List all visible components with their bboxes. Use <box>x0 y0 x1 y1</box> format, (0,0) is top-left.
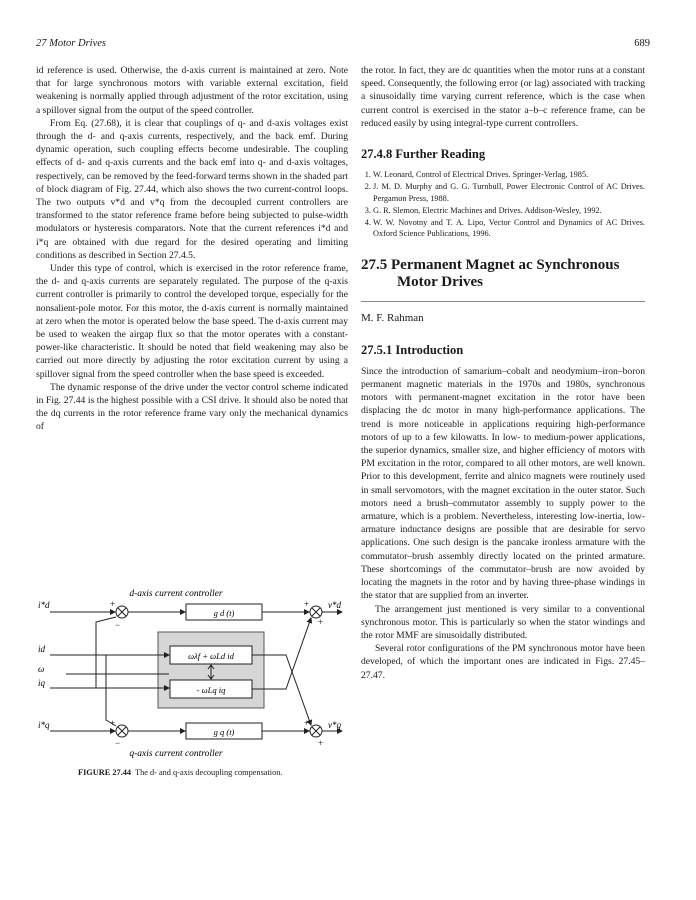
sign-plus: + <box>110 718 116 728</box>
paragraph: The dynamic response of the drive under the vector control scheme indicated in Fig. 27.44 is the highest possible with a CSI drive. It should also be noted that the dq currents in the rotor reference frame vary only the mechanical dynamics of <box>36 381 348 433</box>
output-vd: v*d <box>328 600 341 610</box>
introduction-heading: 27.5.1 Introduction <box>361 342 464 357</box>
sign-plus: + <box>304 599 310 609</box>
output-vq: v*q <box>328 720 341 730</box>
sign-plus: + <box>318 738 324 748</box>
caption-text: The d- and q-axis decoupling compensation. <box>135 768 283 777</box>
reference-list <box>361 169 645 239</box>
reference-item: 2. J. M. D. Murphy and G. G. Turnbull, Power Electronic Control of AC Drives. Pergamon Press, 1988. <box>373 181 645 203</box>
lower-feedforward-text: - ωLq iq <box>196 685 226 695</box>
input-iq: iq <box>38 678 46 688</box>
page-number: 689 <box>634 38 650 49</box>
left-column <box>36 64 348 434</box>
sign-minus: − <box>115 738 121 748</box>
reference-item: 4. W. W. Novotny and T. A. Lipo, Vector Control and Dynamics of AC Drives. Oxford Science Publications, 1996. <box>373 217 645 239</box>
paragraph: Under this type of control, which is exercised in the rotor reference frame, the d- and q-axis currents are separately regulated. The purpose of the q-axis current controller is primarily to control the developed torque, especially for the nonsalient-pole motor. For this motor, the d-axis current is normally maintained at zero when the motor is operated below the base speed. The d-axis current may be used to weaken the airgap flux so that the motor operates with a constant-power-like characteristic. It should be noted that field weakening may also be carried out more directly by adjusting the rotor excitation current by using a spillover signal from the speed controller when the base speed is exceeded. <box>36 263 348 380</box>
block-diagram-figure <box>36 580 348 780</box>
sign-minus: − <box>115 620 121 630</box>
q-axis-label: q-axis current controller <box>129 749 223 759</box>
paragraph: Since the introduction of samarium–cobalt and neodymium–iron–boron permanent magnetic materials in the 1970s and 1980s, synchronous motors with permanent-magnet excitation in the rotor have been displacing the dc motor in many high-performance applications. The trend is more noticeable in applications requiring high-performance motors of up to a few kilowatts. In low- to medium-power applications, the superior dynamics, smaller size, and higher efficiency of motors with PM excitation in the rotor, compared to all other motors, are well known. Prior to this development, ferrite and alnico magnets were routinely used in small servomotors, with the magnet excitation in the outer stator. Such motors need a brush–commutator assembly to supply power to the armature, which is a problem. Nevertheless, interesting low-inertia, low-armature inductance designs are possible that are desirable for servo applications. One such design is the pancake ironless armature with the commutator–brush assembly directly located on the printed armature. These shortcomings of the commutator–brush are now avoided by locating the magnets in the rotor and by having three-phase windings in the stator that are supplied from an inverter. <box>361 365 645 602</box>
paragraph: From Eq. (27.68), it is clear that couplings of q- and d-axis voltages exist through the d- and q-axis currents, respectively, and the back emf. During dynamic operation, such coupling effects become undesirable. The coupling effects of d- and q-axis currents and the back emf into q- and d-axis voltages, respectively, can be removed by the feed-forward terms shown in the shaded part of block diagram of Fig. 27.44, which also shows the two current-control loops. The two outputs v*d and v*q from the decoupled current controllers are transformed to the stator reference frame before being subjected to pulse-width modulators or hysteresis comparators. Note that the current references i*d and i*q are obtained with due regard for the desired operating and limiting conditions as described in Section 27.4.5. <box>36 117 348 261</box>
running-title: 27 Motor Drives <box>36 38 106 49</box>
author: M. F. Rahman <box>361 312 424 325</box>
section-heading <box>361 257 645 302</box>
input-omega: ω <box>38 664 45 674</box>
input-iq-ref: i*q <box>38 720 50 730</box>
d-axis-label: d-axis current controller <box>129 589 223 599</box>
paragraph: Several rotor configurations of the PM synchronous motor have been developed, of which the important ones are indicated in Figs. 27.45–27.47. <box>361 643 645 681</box>
decoupling-diagram <box>36 580 348 770</box>
reference-item: 1. W. Leonard, Control of Electrical Drives. Springer-Verlag, 1985. <box>373 169 645 180</box>
paragraph: id reference is used. Otherwise, the d-axis current is maintained at zero. Note that for large synchronous motors with variable external excitation, field weakening is normally applied through adjustment of the rotor excitation, using a spillover signal from the output of the speed controller. <box>36 65 348 116</box>
gq-controller-text: g q (t) <box>213 727 235 737</box>
right-column <box>361 64 645 682</box>
figure-caption <box>78 768 282 777</box>
further-reading-heading: 27.4.8 Further Reading <box>361 147 486 162</box>
paragraph: the rotor. In fact, they are dc quantities when the motor runs at a constant speed. Consequently, the following error (or lag) associated with tracking a sinusoidally time varying current reference, which is the case when current control is exercised in the stator a–b–c reference frame, can be reduced easily by using integral-type current controllers. <box>361 65 645 129</box>
paragraph: The arrangement just mentioned is very similar to a conventional synchronous motor. This is particularly so when the stator windings and the rotor MMF are sinusoidally distributed. <box>361 603 645 641</box>
sign-plus: + <box>318 617 324 627</box>
gd-controller-text: g d (t) <box>213 608 235 618</box>
input-id: id <box>38 644 46 654</box>
sign-plus: + <box>304 718 310 728</box>
input-id-ref: i*d <box>38 600 50 610</box>
section-heading-line1: 27.5 Permanent Magnet ac Synchronous <box>361 257 620 274</box>
reference-item: 3. G. R. Slemon, Electric Machines and Drives. Addison-Wesley, 1992. <box>373 205 645 216</box>
section-heading-line2: Motor Drives <box>397 274 483 291</box>
sign-plus: + <box>110 599 116 609</box>
caption-label: FIGURE 27.44 <box>78 768 132 777</box>
upper-feedforward-text: ωλf + ωLd id <box>188 651 234 661</box>
